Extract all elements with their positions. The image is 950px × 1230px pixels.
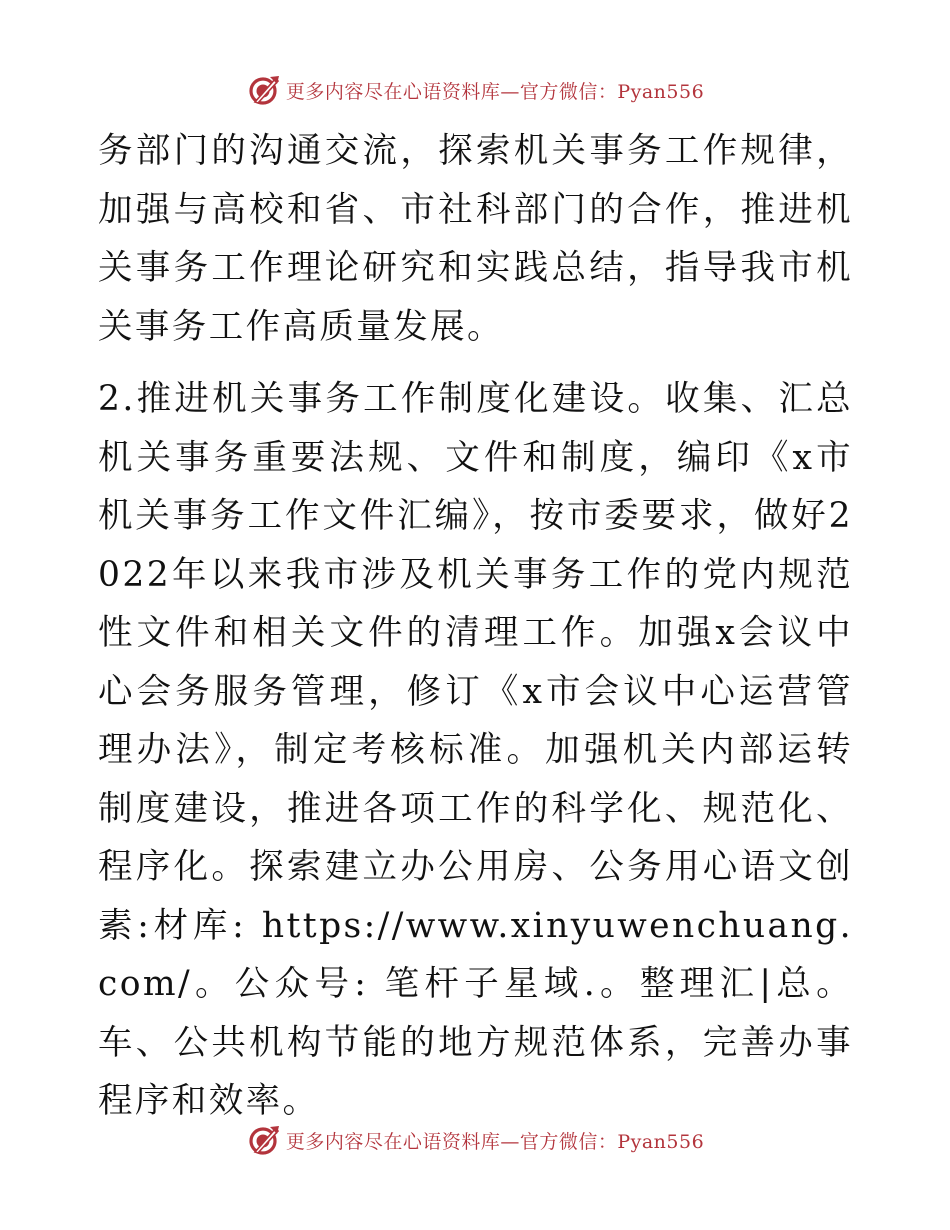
quill-pen-logo-icon xyxy=(246,73,280,107)
header-banner xyxy=(0,70,950,110)
document-body xyxy=(98,122,853,1131)
footer-banner xyxy=(0,1120,950,1160)
paragraph-1: 务部门的沟通交流，探索机关事务工作规律，加强与高校和省、市社科部门的合作，推进机关事务工作理论研究和实践总结，指导我市机关事务工作高质量发展。 xyxy=(98,131,853,347)
paragraph-2: 2.推进机关事务工作制度化建设。收集、汇总机关事务重要法规、文件和制度，编印《x市机关事务工作文件汇编》，按市委要求，做好2022年以来我市涉及机关事务工作的党内规范性文件和相关文件的清理工作。加强x会议中心会务服务管理，修订《x市会议中心运营管理办法》，制定考核标准。加强机关内部运转制度建设，推进各项工作的科学化、规范化、程序化。探索建立办公用房、公务用心语文创素:材库: https://www.xinyuwenchuang.com/。公众号: 笔杆子星域.。整理汇|总。车、公共机构节能的地方规范体系，完善办事程序和效率。 xyxy=(98,379,853,1121)
banner-text: 更多内容尽在心语资料库—官方微信：Pyan556 xyxy=(285,1130,705,1153)
quill-pen-logo-icon xyxy=(246,1123,280,1157)
banner-text: 更多内容尽在心语资料库—官方微信：Pyan556 xyxy=(285,80,705,103)
